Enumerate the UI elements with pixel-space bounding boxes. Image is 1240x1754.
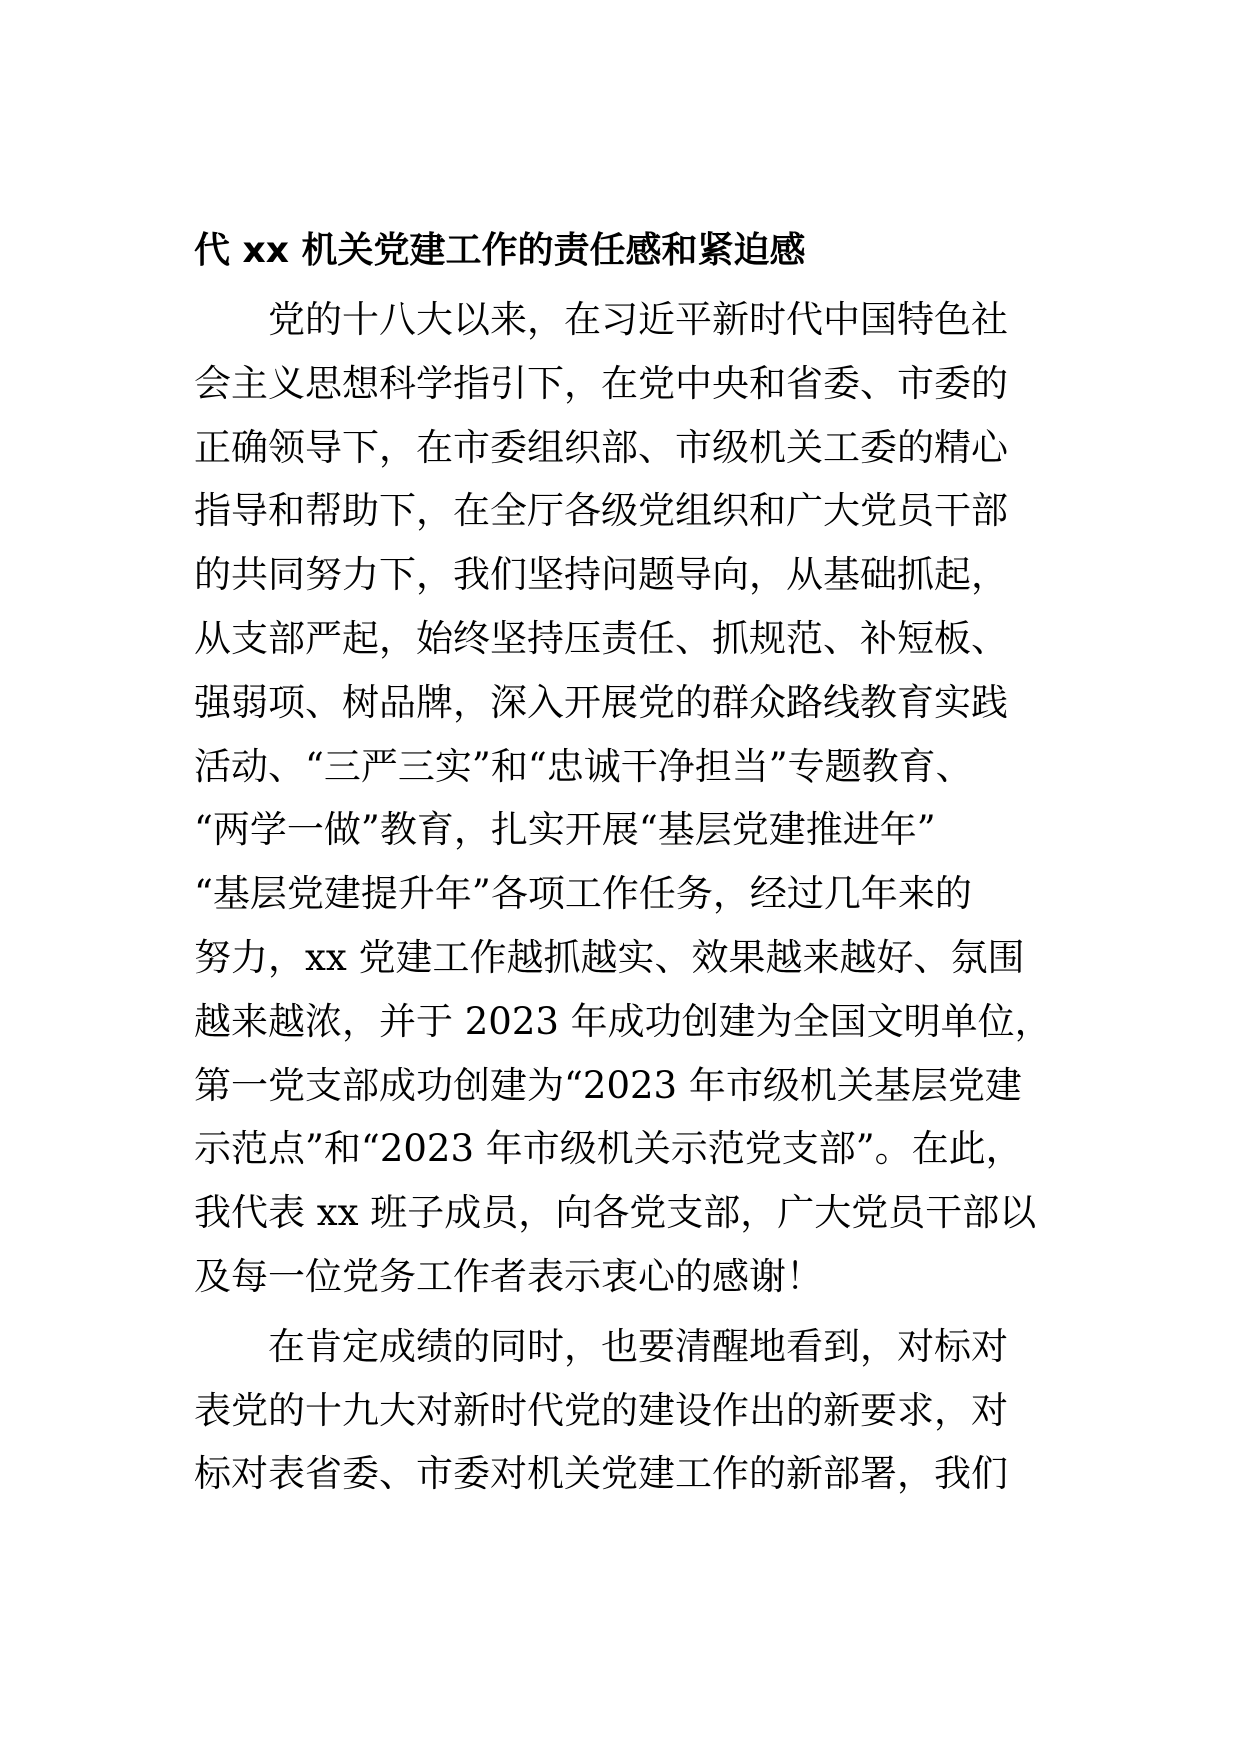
section-heading: 代 xx 机关党建工作的责任感和紧迫感 xyxy=(194,230,806,271)
text-line: “两学一做”教育，扎实开展“基层党建推进年” xyxy=(194,808,936,852)
text-line: 第一党支部成功创建为“2023 年市级机关基层党建 xyxy=(194,1063,1022,1107)
text-line: 从支部严起，始终坚持压责任、抓规范、补短板、 xyxy=(194,616,1008,660)
text-line: 及每一位党务工作者表示衷心的感谢！ xyxy=(194,1254,823,1298)
text-line: 指导和帮助下，在全厅各级党组织和广大党员干部 xyxy=(194,489,1008,533)
text-line: 标对表省委、市委对机关党建工作的新部署，我们 xyxy=(194,1452,1008,1496)
text-line: 我代表 xx 班子成员，向各党支部，广大党员干部以 xyxy=(194,1191,1037,1235)
text-line: 表党的十九大对新时代党的建设作出的新要求，对 xyxy=(194,1388,1008,1432)
paragraph-2 xyxy=(194,1315,1064,1506)
text-line: 在肯定成绩的同时，也要清醒地看到，对标对 xyxy=(194,1324,1008,1368)
text-line: 正确领导下，在市委组织部、市级机关工委的精心 xyxy=(194,425,1008,469)
text-line: 的共同努力下，我们坚持问题导向，从基础抓起， xyxy=(194,553,1008,597)
text-line: 越来越浓，并于 2023 年成功创建为全国文明单位， xyxy=(194,999,1052,1043)
text-line: 强弱项、树品牌，深入开展党的群众路线教育实践 xyxy=(194,680,1008,724)
text-line: 示范点”和“2023 年市级机关示范党支部”。在此， xyxy=(194,1127,1023,1171)
paragraph-1 xyxy=(194,288,1064,1309)
text-line: 党的十八大以来，在习近平新时代中国特色社 xyxy=(194,298,1008,341)
text-line: 活动、“三严三实”和“忠诚干净担当”专题教育、 xyxy=(194,744,973,788)
text-line: “基层党建提升年”各项工作任务，经过几年来的 xyxy=(194,872,972,916)
text-line: 努力，xx 党建工作越抓越实、效果越来越好、氛围 xyxy=(194,935,1025,979)
document-body xyxy=(194,226,1064,1506)
text-line: 会主义思想科学指引下，在党中央和省委、市委的 xyxy=(194,361,1008,405)
